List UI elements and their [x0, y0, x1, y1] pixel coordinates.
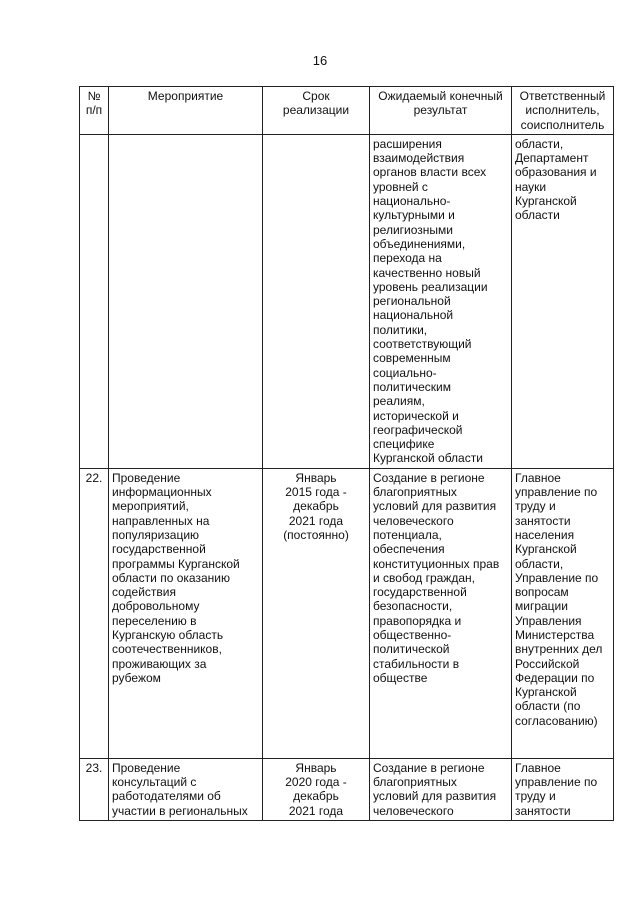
row-event: Проведение информационных мероприятий, направленных на популяризацию государственной программы Курганской области по оказанию содействия добровольному переселению в Курганскую область соотечественников, проживающих за рубежом: [109, 468, 263, 758]
row-responsible: области, Департамент образования и науки Курганской области: [512, 134, 614, 468]
table-header-row: [80, 87, 614, 135]
row-responsible: Главное управление по труду и занятости: [512, 758, 614, 820]
row-number: [80, 134, 109, 468]
row-event: [109, 134, 263, 468]
row-responsible: Главное управление по труду и занятости населения Курганской области, Управление по вопросам миграции Управления Министерства внутренних дел Российской Федерации по Курганской области (по согласованию): [512, 468, 614, 758]
row-number: 22.: [80, 468, 109, 758]
row-period: Январь 2020 года - декабрь 2021 года: [263, 758, 370, 820]
row-result: Создание в регионе благоприятных условий для развития человеческого: [370, 758, 512, 820]
row-event: Проведение консультаций с работодателями об участии в региональных: [109, 758, 263, 820]
row-period: Январь 2015 года - декабрь 2021 года (постоянно): [263, 468, 370, 758]
table-row: [80, 134, 614, 468]
row-result: расширения взаимодействия органов власти всех уровней с национально- культурными и религиозными объединениями, перехода на качественно новый уровень реализации региональной национальной политики, соответствующий современным социально- политическим реалиям, исторической и географической специфике Курганской области: [370, 134, 512, 468]
header-number: № п/п: [80, 87, 109, 135]
table-row: [80, 758, 614, 820]
row-number: 23.: [80, 758, 109, 820]
header-period: Срок реализации: [263, 87, 370, 135]
events-table: [79, 86, 614, 821]
row-period: [263, 134, 370, 468]
header-responsible: Ответственный исполнитель, соисполнитель: [512, 87, 614, 135]
page-number: 16: [312, 53, 328, 68]
table-row: [80, 468, 614, 758]
header-event: Мероприятие: [109, 87, 263, 135]
header-result: Ожидаемый конечный результат: [370, 87, 512, 135]
row-result: Создание в регионе благоприятных условий для развития человеческого потенциала, обеспечения конституционных прав и свобод граждан, государственной безопасности, правопорядка и общественно- политической стабильности в обществе: [370, 468, 512, 758]
